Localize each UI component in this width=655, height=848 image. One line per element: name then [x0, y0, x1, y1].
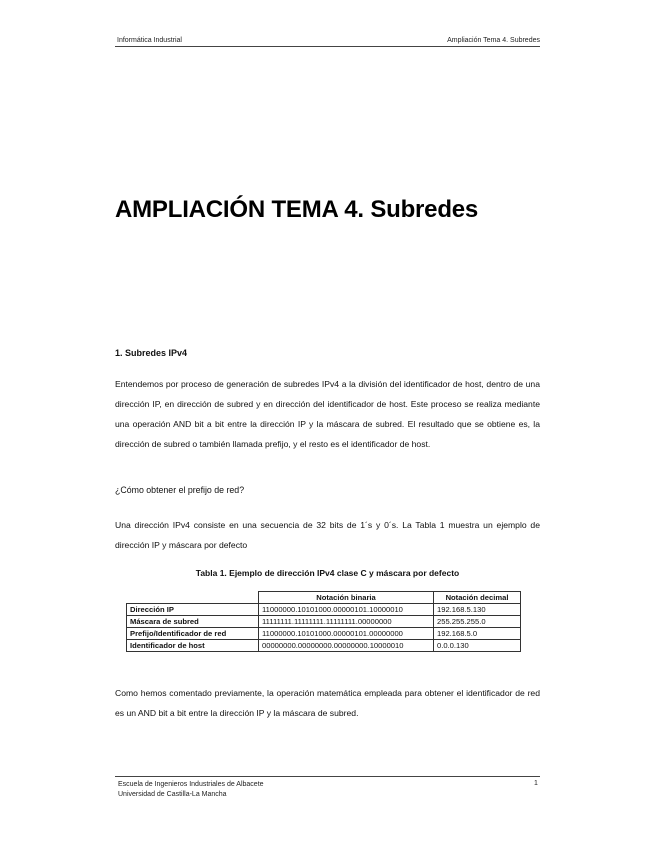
header-left-text: Informática Industrial [117, 37, 182, 44]
footer-divider [115, 776, 540, 777]
row-decimal: 192.168.5.0 [434, 628, 521, 640]
table-row [127, 616, 521, 628]
table-header-binary: Notación binaria [259, 592, 434, 604]
table-row [127, 628, 521, 640]
paragraph-intro: Entendemos por proceso de generación de subredes IPv4 a la división del identificador de host, dentro de una dirección IP, en dirección de subred y en dirección del identificador de host. Este proceso se realiza mediante una operación AND bit a bit entre la dirección IP y la máscara de subred. El resultado que se obtiene es, la dirección de subred o también llamada prefijo, y el resto es el identificador de host. [115, 379, 540, 449]
row-decimal: 192.168.5.130 [434, 604, 521, 616]
table-caption: Tabla 1. Ejemplo de dirección IPv4 clase C y máscara por defecto [195, 568, 460, 578]
paragraph-and-operation: Como hemos comentado previamente, la operación matemática empleada para obtener el identificador de red es un AND bit a bit entre la dirección IP y la máscara de subred. [115, 688, 540, 718]
table-header-decimal: Notación decimal [434, 592, 521, 604]
row-binary: 11000000.10101000.00000101.10000010 [259, 604, 434, 616]
question-heading: ¿Cómo obtener el prefijo de red? [115, 485, 245, 495]
row-binary: 11000000.10101000.00000101.00000000 [259, 628, 434, 640]
footer-university: Universidad de Castilla-La Mancha [118, 791, 227, 798]
page-footer [118, 780, 264, 800]
row-label: Identificador de host [127, 640, 259, 652]
row-binary: 11111111.11111111.11111111.00000000 [259, 616, 434, 628]
section-heading: 1. Subredes IPv4 [115, 348, 188, 358]
header-right-text: Ampliación Tema 4. Subredes [447, 37, 540, 44]
row-binary: 00000000.00000000.00000000.10000010 [259, 640, 434, 652]
page-number: 1 [534, 780, 538, 787]
table-row [127, 640, 521, 652]
ip-table [126, 591, 521, 652]
table-header-blank [127, 592, 259, 604]
paragraph-ipv4: Una dirección IPv4 consiste en una secuencia de 32 bits de 1´s y 0´s. La Tabla 1 muestra un ejemplo de dirección IP y máscara por defecto [115, 520, 540, 550]
row-label: Prefijo/Identificador de red [127, 628, 259, 640]
table-header-row [127, 592, 521, 604]
row-label: Máscara de subred [127, 616, 259, 628]
header-divider [115, 46, 540, 47]
footer-school: Escuela de Ingenieros Industriales de Albacete [118, 781, 264, 788]
document-title: AMPLIACIÓN TEMA 4. Subredes [115, 196, 479, 223]
row-label: Dirección IP [127, 604, 259, 616]
row-decimal: 0.0.0.130 [434, 640, 521, 652]
table-row [127, 604, 521, 616]
row-decimal: 255.255.255.0 [434, 616, 521, 628]
